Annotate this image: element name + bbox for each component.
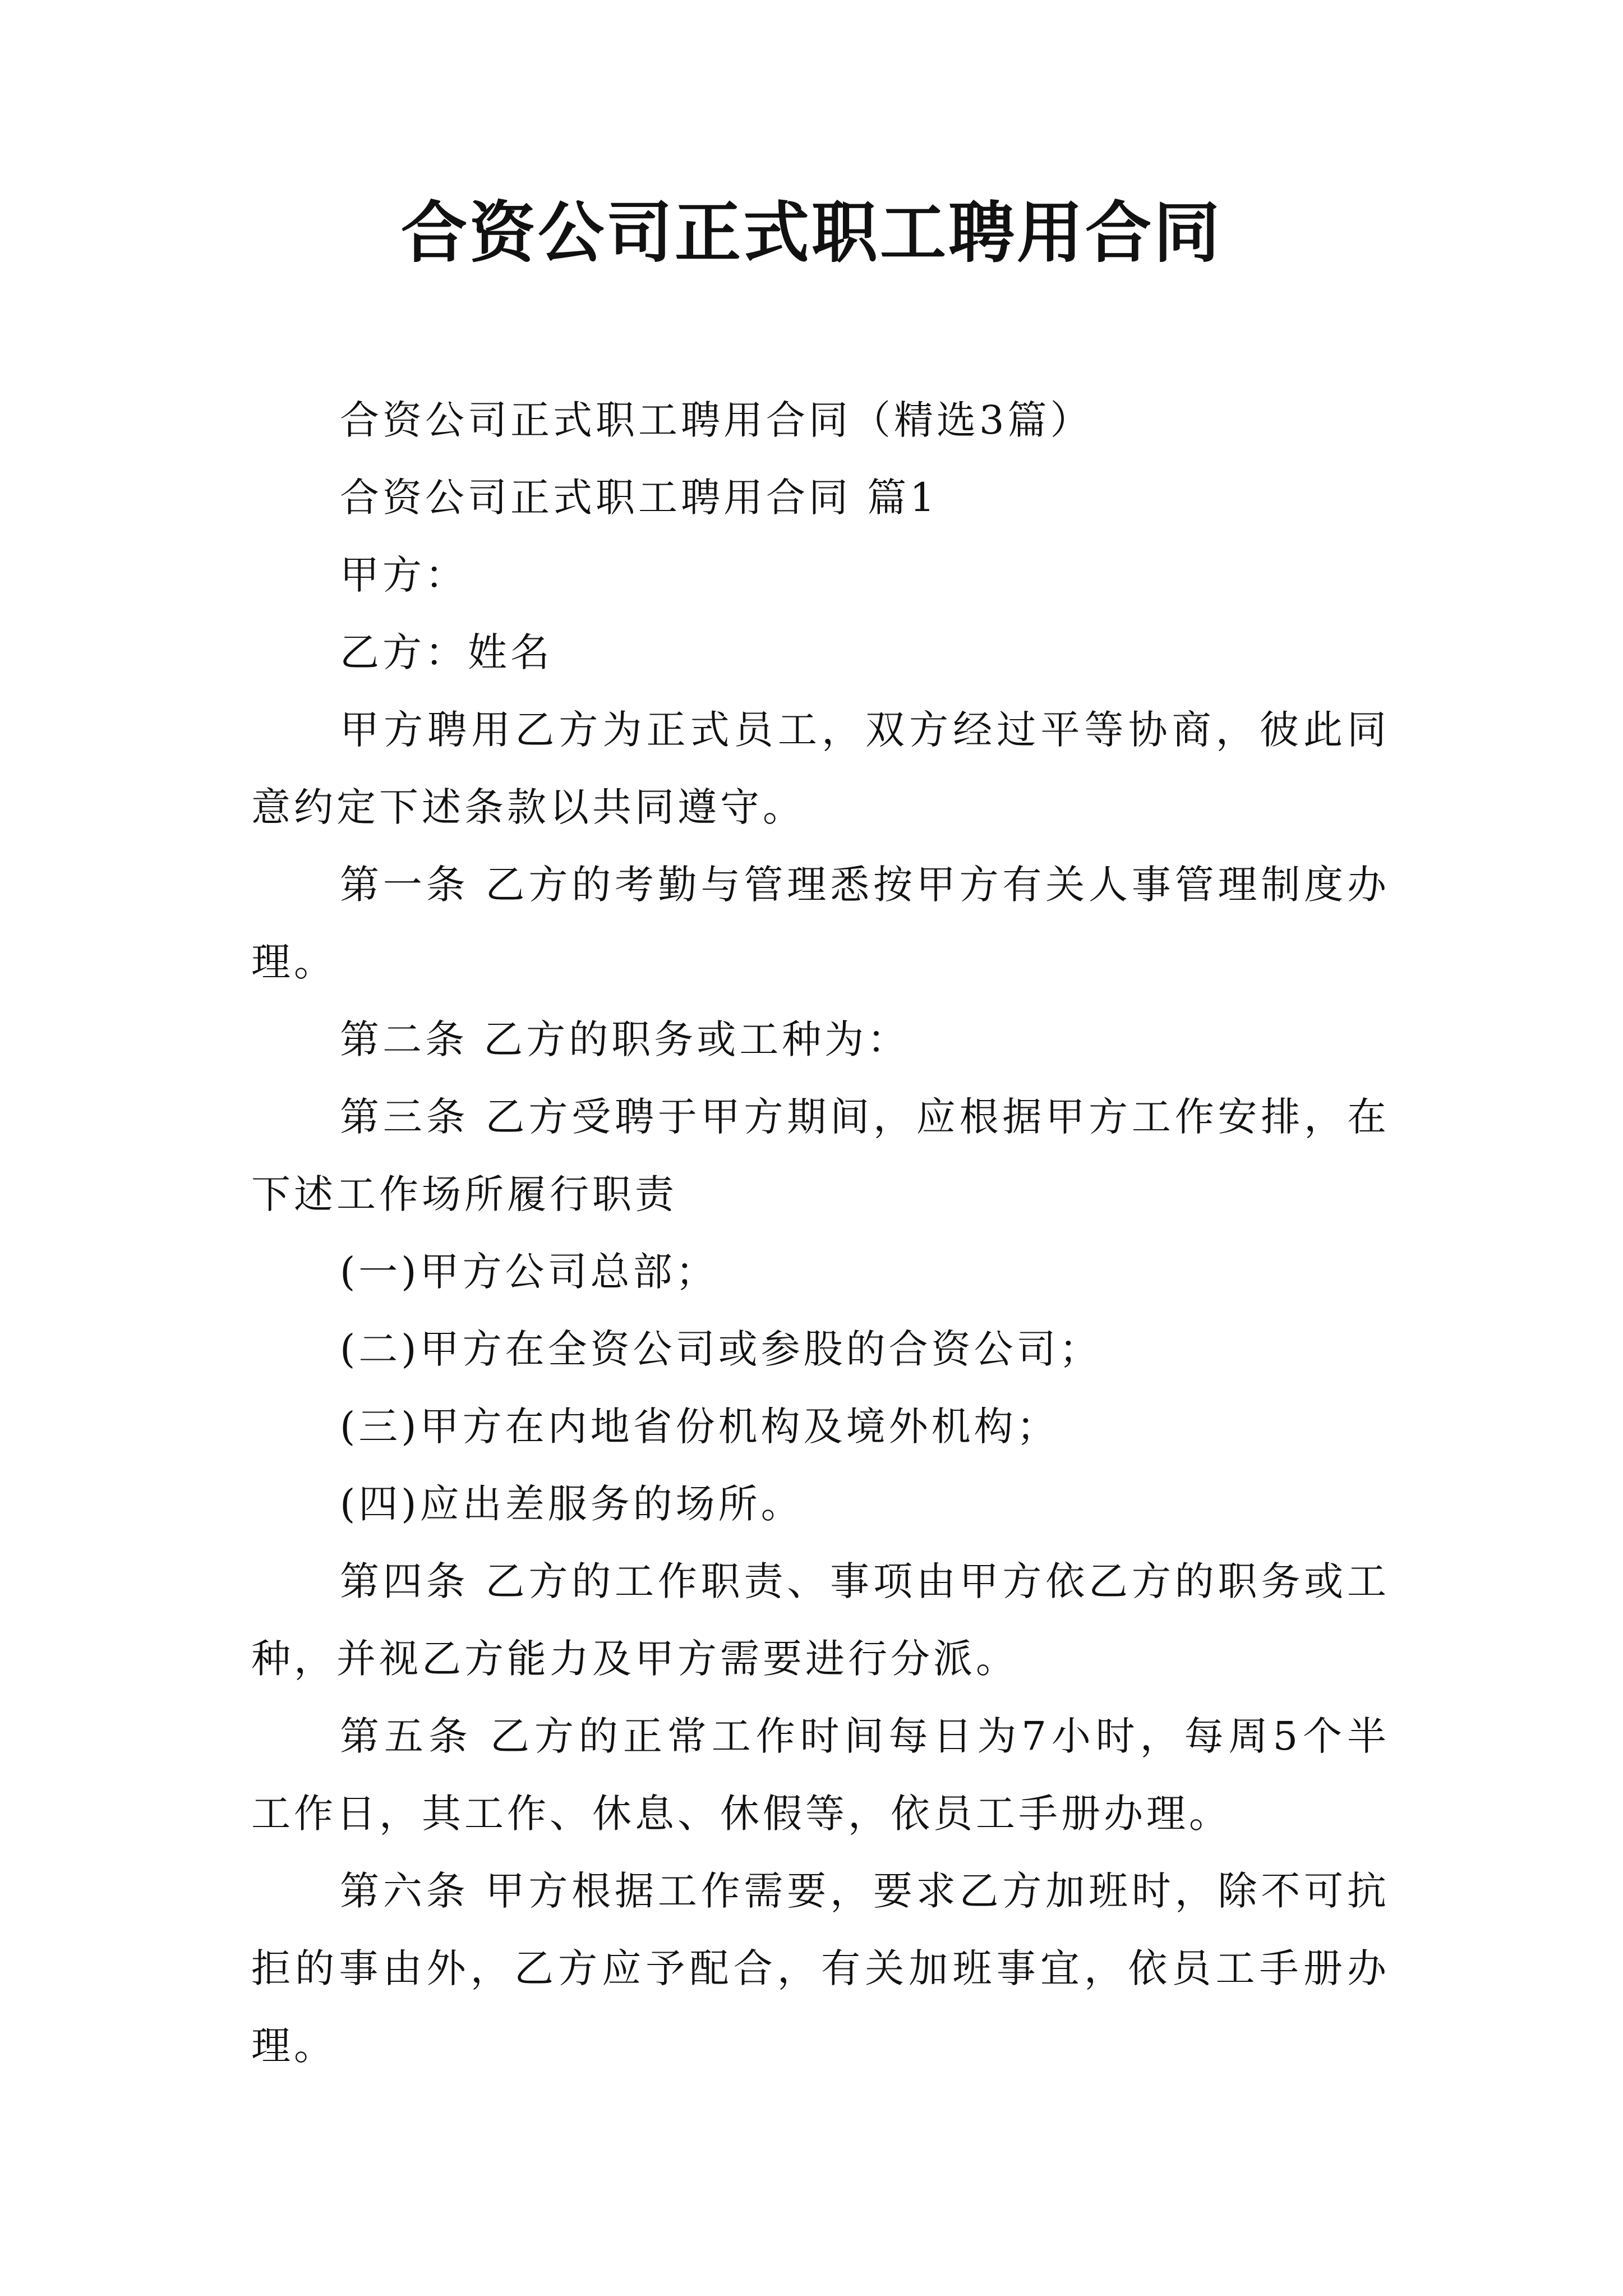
paragraph-article-5: 第五条 乙方的正常工作时间每日为7小时，每周5个半工作日，其工作、休息、休假等，依员工手册办理。 — [251, 1713, 1390, 1837]
document-title: 合资公司正式职工聘用合同 — [400, 194, 1222, 272]
document-body — [251, 381, 1390, 2085]
paragraph-article-3: 第三条 乙方受聘于甲方期间，应根据甲方工作安排，在下述工作场所履行职责 — [251, 1094, 1390, 1217]
paragraph-party-a: 甲方： — [340, 552, 468, 598]
paragraph-party-b: 乙方：姓名 — [340, 629, 553, 675]
paragraph-list-item-4: (四)应出差服务的场所。 — [340, 1481, 804, 1527]
paragraph-list-item-1: (一)甲方公司总部； — [340, 1249, 718, 1295]
paragraph-subtitle: 合资公司正式职工聘用合同（精选3篇） — [340, 397, 1093, 443]
paragraph-section-heading: 合资公司正式职工聘用合同 篇1 — [340, 475, 938, 521]
paragraph-intro: 甲方聘用乙方为正式员工，双方经过平等协商，彼此同意约定下述条款以共同遵守。 — [251, 707, 1390, 830]
paragraph-list-item-2: (二)甲方在全资公司或参股的合资公司； — [340, 1326, 1102, 1372]
paragraph-list-item-3: (三)甲方在内地省份机构及境外机构； — [340, 1404, 1059, 1450]
paragraph-article-1: 第一条 乙方的考勤与管理悉按甲方有关人事管理制度办理。 — [251, 862, 1390, 985]
paragraph-article-4: 第四条 乙方的工作职责、事项由甲方依乙方的职务或工种，并视乙方能力及甲方需要进行分派。 — [251, 1558, 1390, 1682]
paragraph-article-2: 第二条 乙方的职务或工种为： — [340, 1016, 910, 1062]
paragraph-article-6: 第六条 甲方根据工作需要，要求乙方加班时，除不可抗拒的事由外，乙方应予配合，有关加班事宜，依员工手册办理。 — [251, 1868, 1390, 2069]
